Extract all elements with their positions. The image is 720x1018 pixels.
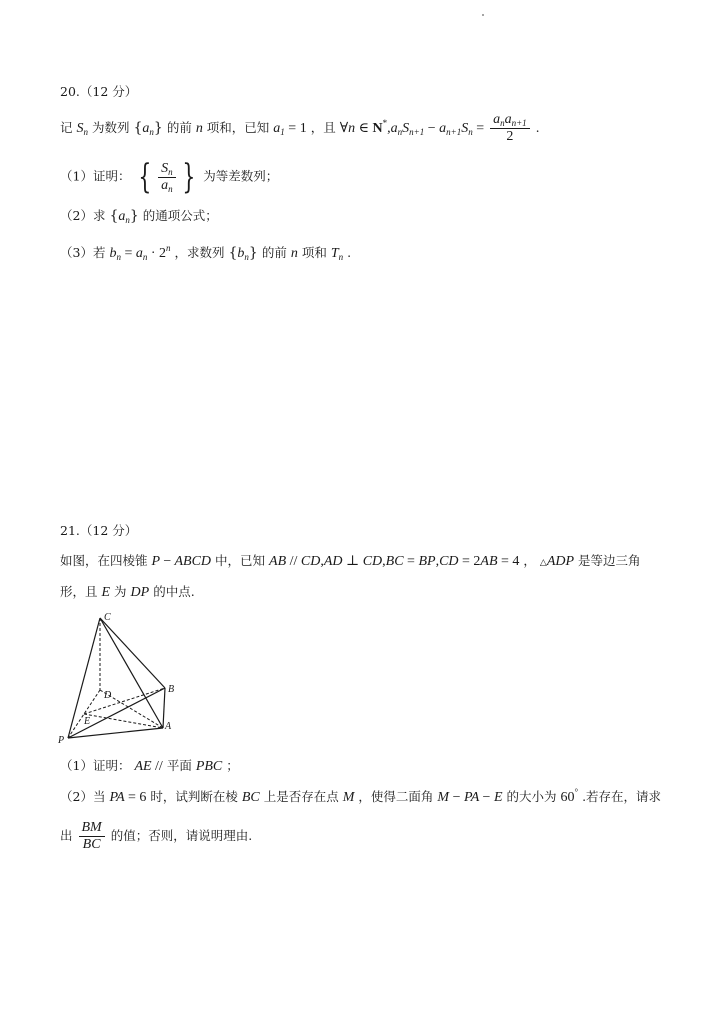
q21-part2: （2）当 PA = 6 时，试判断在棱 BC 上是否存在点 M ，使得二面角 M − PA − E 的大小为 60° .若存在，请求 — [60, 787, 662, 805]
pyramid-figure — [55, 610, 185, 750]
label-C: C — [104, 612, 111, 623]
q21-fraction: $\frac{BM}{BC}$ — [79, 820, 105, 853]
q20-stem: 记 $S_n$ 为数列 $\{a_n\}$ 的前 n 项和，已知 $a_1 = 1$ ，且 ∀n ∈ $N^*,a_nS_{n+1} - a_{n+1}S_n$ = $\frac{a_na_{n+1}}{2}$ . — [60, 112, 540, 144]
q20-part3: （3）若 $b_n = a_n \cdot 2^n$ ，求数列 $\{b_n\}$ 的前 n 项和 $T_n$ . — [60, 243, 352, 262]
edge-CB — [100, 618, 165, 688]
label-A: A — [165, 721, 172, 732]
q21-stem-line1: 如图，在四棱锥 P − ABCD 中，已知 AB // CD,AD ⊥ CD,BC = BP,CD = 2AB = 4 ， △ADP 是等边三角 — [60, 553, 641, 569]
q21-part1: （1）证明： AE // 平面 PBC ； — [60, 758, 239, 774]
q20-fraction: $\frac{a_na_{n+1}}{2}$ — [490, 112, 530, 145]
q20-part1: （1）证明： { $\frac{S_n}{a_n}$ } 为等差数列； — [60, 157, 279, 197]
label-E: E — [84, 716, 91, 727]
q21-part3: 出 $\frac{BM}{BC}$ 的值；否则，请说明理由. — [60, 820, 253, 852]
page-dot — [482, 14, 484, 16]
label-D: D — [104, 690, 112, 701]
label-P: P — [58, 735, 65, 746]
q20-part2: （2）求 $\{a_n\}$ 的通项公式； — [60, 208, 218, 225]
edge-PA — [68, 728, 163, 738]
edge-PB — [68, 688, 165, 738]
segment-EA — [84, 714, 163, 728]
q20-header: 20.（12 分） — [60, 84, 138, 99]
q21-header: 21.（12 分） — [60, 523, 138, 538]
edge-CA — [100, 618, 163, 728]
q21-stem-line2: 形，且 E 为 DP 的中点. — [60, 584, 195, 600]
label-B: B — [168, 684, 175, 695]
